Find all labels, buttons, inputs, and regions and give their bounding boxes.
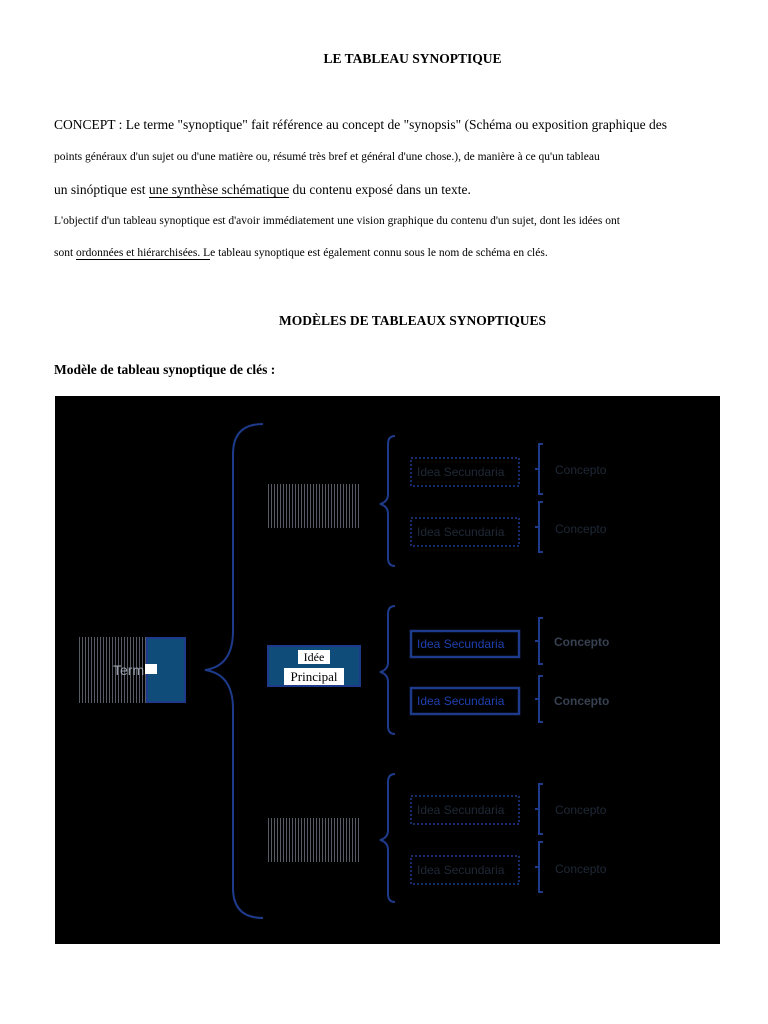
paragraph-5-end: e tableau synoptique est également connu sous le nom de schéma en clés. xyxy=(210,247,548,259)
term-label-bg xyxy=(145,664,157,674)
secondary-label-4: Idea Secundaria xyxy=(417,694,505,708)
bottom-brace xyxy=(380,774,395,902)
top-brace xyxy=(380,436,395,566)
paragraph-1: CONCEPT : Le terme "synoptique" fait référence au concept de "synopsis" (Schéma ou exposition graphique des xyxy=(54,117,668,132)
diagram-svg xyxy=(55,396,720,944)
secondary-label-2: Idea Secundaria xyxy=(417,525,505,539)
bottom-sub-hatch xyxy=(267,818,361,862)
main-idea-line2: Principal xyxy=(290,669,338,684)
concept-brace-6 xyxy=(535,842,543,892)
paragraph-5-start: sont xyxy=(54,247,77,259)
main-idea-line1: Idée xyxy=(303,650,325,664)
paragraph-5 xyxy=(54,247,548,259)
concept-brace-1 xyxy=(535,444,543,494)
secondary-label-6: Idea Secundaria xyxy=(417,863,505,877)
secondary-label-3: Idea Secundaria xyxy=(417,637,505,651)
paragraph-4: L'objectif d'un tableau synoptique est d'avoir immédiatement une vision graphique du contenu d'un sujet, dont les idées ont xyxy=(54,215,620,227)
concept-label-2: Concepto xyxy=(555,522,607,536)
ordered-link[interactable]: ordonnées et hiérarchisées. L xyxy=(76,247,211,259)
synthesis-link[interactable]: une synthèse schématique xyxy=(148,182,290,197)
paragraph-3-start: un sinóptique est xyxy=(54,182,149,197)
section-subtitle: MODÈLES DE TABLEAUX SYNOPTIQUES xyxy=(279,313,546,328)
term-label: Term xyxy=(113,662,145,678)
concept-brace-4 xyxy=(535,676,543,722)
secondary-label-1: Idea Secundaria xyxy=(417,465,505,479)
model-heading: Modèle de tableau synoptique de clés : xyxy=(54,362,276,377)
concept-brace-2 xyxy=(535,502,543,552)
paragraph-2: points généraux d'un sujet ou d'une matière ou, résumé très bref et général d'une chose.), de manière à ce qu'un tableau xyxy=(54,151,600,163)
top-sub-hatch xyxy=(267,484,361,528)
concept-brace-5 xyxy=(535,784,543,834)
main-brace xyxy=(205,424,263,918)
concept-label-6: Concepto xyxy=(555,862,607,876)
concept-label-1: Concepto xyxy=(555,463,607,477)
page-title: LE TABLEAU SYNOPTIQUE xyxy=(323,51,502,66)
concept-label-3: Concepto xyxy=(554,635,610,649)
paragraph-3 xyxy=(54,182,471,198)
concept-label-5: Concepto xyxy=(555,803,607,817)
concept-label-4: Concepto xyxy=(554,694,610,708)
synoptic-diagram xyxy=(55,396,720,944)
paragraph-3-end: du contenu exposé dans un texte. xyxy=(289,182,471,197)
secondary-label-5: Idea Secundaria xyxy=(417,803,505,817)
middle-brace xyxy=(380,606,395,734)
concept-brace-3 xyxy=(535,618,543,664)
